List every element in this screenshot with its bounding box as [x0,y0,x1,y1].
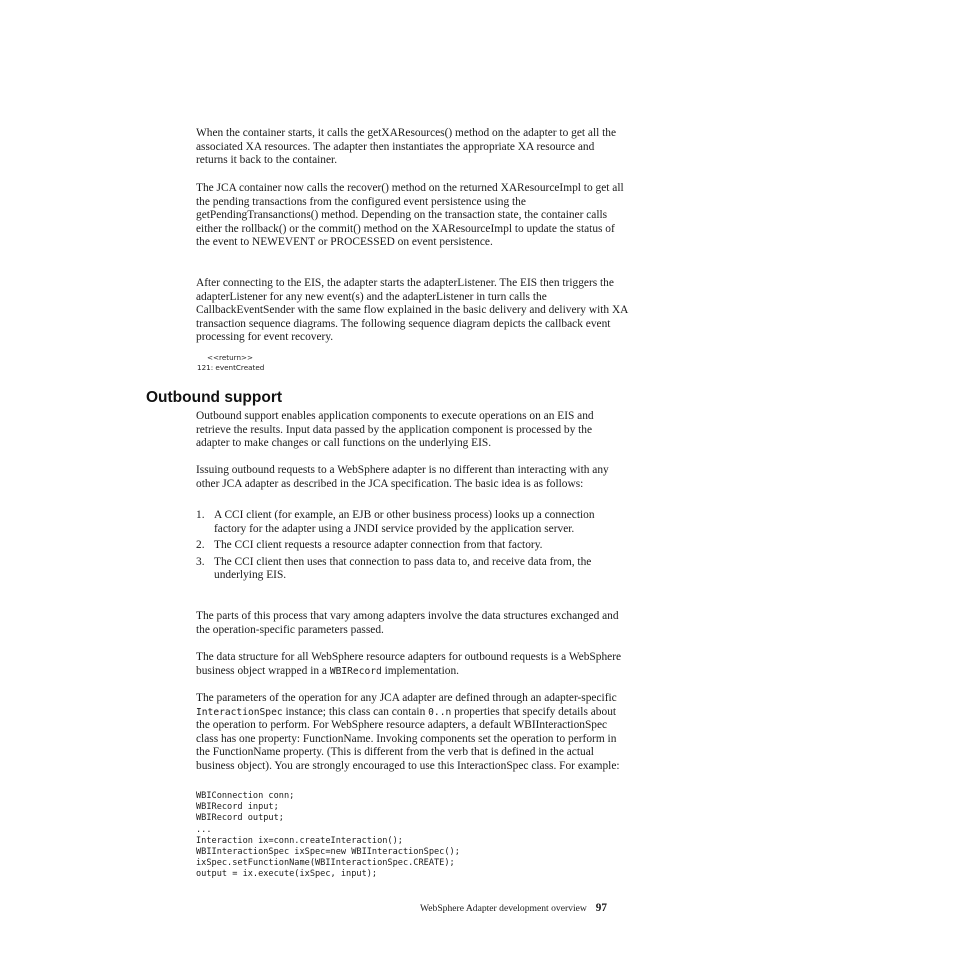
step-item-1 [196,509,628,536]
paragraph-container-listener [196,277,628,345]
parameters-text-3: properties that specify details about the operation to perform. For WebSphere resource adapters, a default WBIInteractionSpec class has one property: FunctionName. Invoking components set the operation to perform in the FunctionName property. (This is different from the verb that is defined in the actual business object). You are strongly encouraged to use this InteractionSpec class. For example: [196,705,620,772]
paragraph-process-parts: The parts of this process that vary among adapters involve the data structures exchanged and the operation-specific parameters passed. [196,610,619,636]
steps-list-container [196,509,628,583]
step-number: 3. [196,555,205,568]
paragraph-container-intro [196,410,628,451]
page-number: 97 [595,902,607,914]
paragraph-recover-method: The JCA container now calls the recover() method on the returned XAResourceImpl to get all the pending transactions from the configured event persistence using the getPendingTransanctions() method. Depending on the transaction state, the container calls either the rollback() or the commit() method on the XAResourceImpl to update the status of the event to NEWEVENT or PROCESSED on event persistence. [196,182,624,249]
step-text: The CCI client requests a resource adapter connection from that factory. [214,539,543,552]
step-number: 2. [196,539,205,552]
paragraph-container-data-structure [196,651,628,678]
step-text: The CCI client then uses that connection to pass data to, and receive data from, the underlying EIS. [214,555,592,582]
parameters-text-1: The parameters of the operation for any JCA adapter are defined through an adapter-specific [196,692,617,704]
zero-to-n-code: 0..n [428,706,452,718]
paragraph-container-startup [196,127,628,168]
figure-return-label: <<return>> [207,353,254,362]
step-text: A CCI client (for example, an EJB or other business process) looks up a connection factory for the adapter using a JNDI service provided by the application server. [214,509,595,535]
paragraph-container-starts: When the container starts, it calls the getXAResources() method on the adapter to get all the associated XA resources. The adapter then instantiates the appropriate XA resource and returns it back to the container. [196,127,617,167]
data-structure-text-after: implementation. [381,664,459,677]
paragraph-adapter-listener: After connecting to the EIS, the adapter starts the adapterListener. The EIS then triggers the adapterListener for any new event(s) and the adapterListener in turn calls the CallbackEventSender with the same flow explained in the basic delivery and delivery with XA transaction sequence diagrams. The following sequence diagram depicts the callback event processing for event recovery. [196,277,628,344]
paragraph-container-parts [196,610,628,637]
paragraph-data-structure [196,651,628,678]
steps-list [196,509,628,583]
paragraph-container-parameters [196,692,628,774]
paragraph-issuing-requests: Issuing outbound requests to a WebSphere adapter is no different than interacting with any other JCA adapter as described in the JCA specification. The basic idea is as follows: [196,464,609,490]
paragraph-container-recover [196,182,628,250]
section-heading-outbound-support: Outbound support [146,389,283,406]
interactionspec-code: InteractionSpec [196,706,283,718]
paragraph-outbound-intro: Outbound support enables application components to execute operations on an EIS and retrieve the results. Input data passed by the application component is processed by the adapter to make changes or call functions on the underlying EIS. [196,410,594,450]
paragraph-operation-parameters [196,692,628,774]
wbirecord-code: WBIRecord [329,665,382,677]
data-structure-text-before: The data structure for all WebSphere resource adapters for outbound requests is a WebSphere business object wrapped in a [196,651,622,677]
running-title: WebSphere Adapter development overview [420,903,587,914]
parameters-text-2: instance; this class can contain [282,705,429,718]
step-item-3 [196,556,628,583]
step-number: 1. [196,509,205,521]
step-item-2 [196,539,628,553]
page-footer [420,902,630,915]
paragraph-container-issuing [196,464,628,491]
figure-event-label: 121: eventCreated [197,363,265,372]
code-example: WBIConnection conn; WBIRecord input; WBIRecord output; ... Interaction ix=conn.createInteraction(); WBIInteractionSpec ixSpec=new WBIInteractionSpec(); ixSpec.setFunctionName(WBIInteractionSpec.CREATE); output = ix.execute(ixSpec, input); [196,791,460,880]
